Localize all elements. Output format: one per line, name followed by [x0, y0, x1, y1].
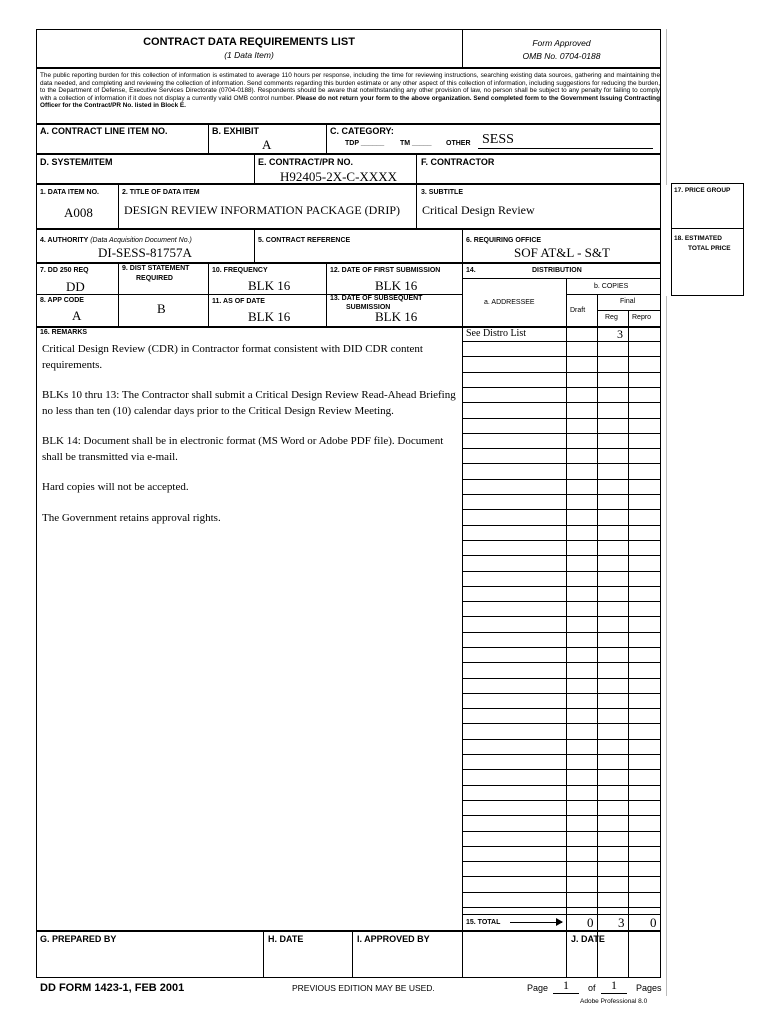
distribution-row-line	[462, 769, 660, 770]
contract-ref-label: 5. CONTRACT REFERENCE	[258, 237, 351, 244]
distribution-row-line	[462, 861, 660, 862]
distribution-row-line	[462, 372, 660, 373]
remarks-p3: BLK 14: Document shall be in electronic format (MS Word or Adobe PDF file). Document shall be transmitted via e-mail.	[42, 435, 444, 463]
category-label: C. CATEGORY:	[330, 126, 394, 136]
distribution-row-line	[462, 754, 660, 755]
prepared-by-label: G. PREPARED BY	[40, 934, 117, 944]
requiring-office-value[interactable]: SOF AT&L - S&T	[514, 245, 610, 260]
app-code-label: 8. APP CODE	[40, 297, 84, 304]
subsequent-submission-label: 13. DATE OF SUBSEQUENT	[330, 295, 423, 302]
notice-text: The public reporting burden for this collection of information is estimated to average 110 hours per response, including the time for reviewing instructions, searching existing data sources, gathering and maintaining the data needed, and completing and reviewing the collection of information. Send comments regarding this burden estimate or any other aspect of this collection of information, including suggestions for reducing the burden, to the Department of Defense, Executive Services Directorate (0704-0188). Respondents should be aware that notwithstanding any other provision of law, no person shall be subject to any penalty for failing to comply with a collection of information if it does not display a currently valid OMB control number.	[40, 72, 660, 102]
total-draft[interactable]: 0	[587, 915, 594, 930]
distribution-row-line	[462, 433, 660, 434]
subsequent-submission-label-2: SUBMISSION	[346, 304, 391, 311]
distribution-row-line	[462, 815, 660, 816]
category-tdp: TDP ______	[345, 140, 385, 147]
distribution-row-line	[462, 509, 660, 510]
distribution-row-line	[462, 571, 660, 572]
edition-note: PREVIOUS EDITION MAY BE USED.	[292, 983, 435, 993]
pages-word: Pages	[636, 983, 662, 993]
subtitle-label: 3. SUBTITLE	[421, 189, 464, 196]
distribution-row-line	[462, 662, 660, 663]
data-item-no-label: 1. DATA ITEM NO.	[40, 189, 99, 196]
subsequent-submission-value[interactable]: BLK 16	[375, 309, 418, 324]
distribution-row-line	[462, 494, 660, 495]
requiring-office-label: 6. REQUIRING OFFICE	[466, 237, 542, 244]
distribution-row-line	[462, 876, 660, 877]
distribution-row-line	[462, 693, 660, 694]
copies-header: b. COPIES	[594, 283, 629, 290]
distribution-row-line	[462, 785, 660, 786]
distribution-title: DISTRIBUTION	[532, 267, 582, 274]
category-value[interactable]: SESS	[482, 132, 514, 147]
distribution-row-line	[462, 800, 660, 801]
subtitle-value[interactable]: Critical Design Review	[422, 203, 535, 217]
total-pages[interactable]: 1	[601, 978, 627, 994]
system-item-label: D. SYSTEM/ITEM	[40, 157, 113, 167]
remarks-label: 16. REMARKS	[40, 329, 88, 336]
distribution-row-line	[462, 739, 660, 740]
contract-no-label: E. CONTRACT/PR NO.	[258, 157, 354, 167]
distribution-row-line	[462, 418, 660, 419]
estimated-price-label: 18. ESTIMATED	[674, 235, 722, 242]
category-other: OTHER	[446, 140, 471, 147]
estimated-price-label-2: TOTAL PRICE	[688, 245, 731, 252]
reg-header: Reg	[605, 314, 618, 321]
total-label: 15. TOTAL	[466, 919, 501, 926]
exhibit-label: B. EXHIBIT	[212, 126, 260, 136]
burden-notice	[40, 72, 660, 110]
distribution-row-line	[462, 387, 660, 388]
remarks-p2: BLKs 10 thru 13: The Contractor shall submit a Critical Design Review Read-Ahead Briefing no less than ten (10) calendar days prior to the Critical Design Review Meeting.	[42, 389, 456, 417]
data-item-no-value[interactable]: A008	[64, 205, 93, 220]
approved-by-label: I. APPROVED BY	[357, 934, 430, 944]
dist-statement-label-2: REQUIRED	[136, 275, 173, 282]
distribution-row-line	[462, 356, 660, 357]
omb-number: OMB No. 0704-0188	[522, 51, 601, 61]
distribution-row-line	[462, 586, 660, 587]
title-label: 2. TITLE OF DATA ITEM	[122, 189, 200, 196]
distribution-row-line	[462, 616, 660, 617]
producer-note: Adobe Professional 8.0	[580, 998, 648, 1005]
distribution-row-line	[462, 892, 660, 893]
first-submission-label: 12. DATE OF FIRST SUBMISSION	[330, 267, 441, 274]
distribution-row-line	[462, 601, 660, 602]
category-tm: TM _____	[400, 140, 432, 147]
reg-copies-entry[interactable]: 3	[617, 327, 623, 341]
distribution-row-line	[462, 647, 660, 648]
authority-value[interactable]: DI-SESS-81757A	[98, 245, 192, 260]
exhibit-value[interactable]: A	[262, 137, 272, 152]
page-number[interactable]: 1	[553, 978, 579, 994]
distribution-row-line	[462, 402, 660, 403]
form-approved: Form Approved	[532, 38, 591, 48]
distribution-row-line	[462, 479, 660, 480]
form-subtitle: (1 Data Item)	[224, 50, 274, 60]
clin-label: A. CONTRACT LINE ITEM NO.	[40, 126, 168, 136]
of-word: of	[588, 983, 596, 993]
remarks-p4: Hard copies will not be accepted.	[42, 481, 189, 493]
dist-statement-label: 9. DIST STATEMENT	[122, 265, 190, 272]
approved-date-label: J. DATE	[571, 934, 605, 944]
distribution-row-line	[462, 831, 660, 832]
as-of-date-value[interactable]: BLK 16	[248, 309, 291, 324]
authority-label-main: 4. AUTHORITY	[40, 237, 89, 244]
distribution-row-line	[462, 540, 660, 541]
distribution-row-line	[462, 632, 660, 633]
draft-header: Draft	[570, 307, 586, 314]
distribution-row-line	[462, 341, 660, 342]
distribution-row-line	[462, 555, 660, 556]
page-word: Page	[527, 983, 549, 993]
distribution-row-line	[462, 463, 660, 464]
total-repro[interactable]: 0	[650, 915, 657, 930]
distribution-number: 14.	[466, 267, 476, 274]
as-of-date-label: 11. AS OF DATE	[212, 298, 265, 305]
form-number: DD FORM 1423-1, FEB 2001	[40, 982, 185, 994]
app-code-value[interactable]: A	[72, 308, 82, 323]
authority-label-italic: (Data Acquisition Document No.)	[90, 237, 192, 244]
total-arrow-head	[556, 918, 563, 926]
total-reg[interactable]: 3	[618, 915, 625, 930]
remarks-p5: The Government retains approval rights.	[42, 512, 221, 524]
distribution-row-line	[462, 525, 660, 526]
final-header: Final	[620, 298, 636, 305]
first-submission-value[interactable]: BLK 16	[375, 278, 418, 293]
addressee-entry[interactable]: See Distro List	[466, 328, 526, 339]
title-value[interactable]: DESIGN REVIEW INFORMATION PACKAGE (DRIP)	[124, 203, 401, 217]
form-title: CONTRACT DATA REQUIREMENTS LIST	[143, 36, 355, 48]
repro-header: Repro	[632, 314, 652, 321]
notice-bold: Please do not return your form to the above organization. Send completed form to the Government Issuing Contracting Officer for the Contract/PR No. listed in Block E.	[40, 94, 660, 110]
distribution-row-line	[462, 723, 660, 724]
distribution-row-line	[462, 448, 660, 449]
addressee-header: a. ADDRESSEE	[484, 299, 535, 306]
distribution-row-line	[462, 846, 660, 847]
authority-label	[40, 237, 192, 244]
total-arrow	[510, 922, 562, 923]
remarks-p1: Critical Design Review (CDR) in Contractor format consistent with DID CDR content requirements.	[42, 343, 423, 371]
frequency-label: 10. FREQUENCY	[212, 267, 268, 274]
distribution-row-line	[462, 708, 660, 709]
distribution-row-line	[462, 678, 660, 679]
frequency-value[interactable]: BLK 16	[248, 278, 291, 293]
dd250-value[interactable]: DD	[66, 279, 85, 294]
distribution-row-line	[462, 907, 660, 908]
contract-no-value[interactable]: H92405-2X-C-XXXX	[280, 169, 397, 184]
price-group-label: 17. PRICE GROUP	[674, 187, 731, 194]
contractor-label: F. CONTRACTOR	[421, 157, 495, 167]
prepared-date-label: H. DATE	[268, 934, 304, 944]
dist-statement-value[interactable]: B	[157, 301, 166, 316]
dd250-label: 7. DD 250 REQ	[40, 267, 89, 274]
